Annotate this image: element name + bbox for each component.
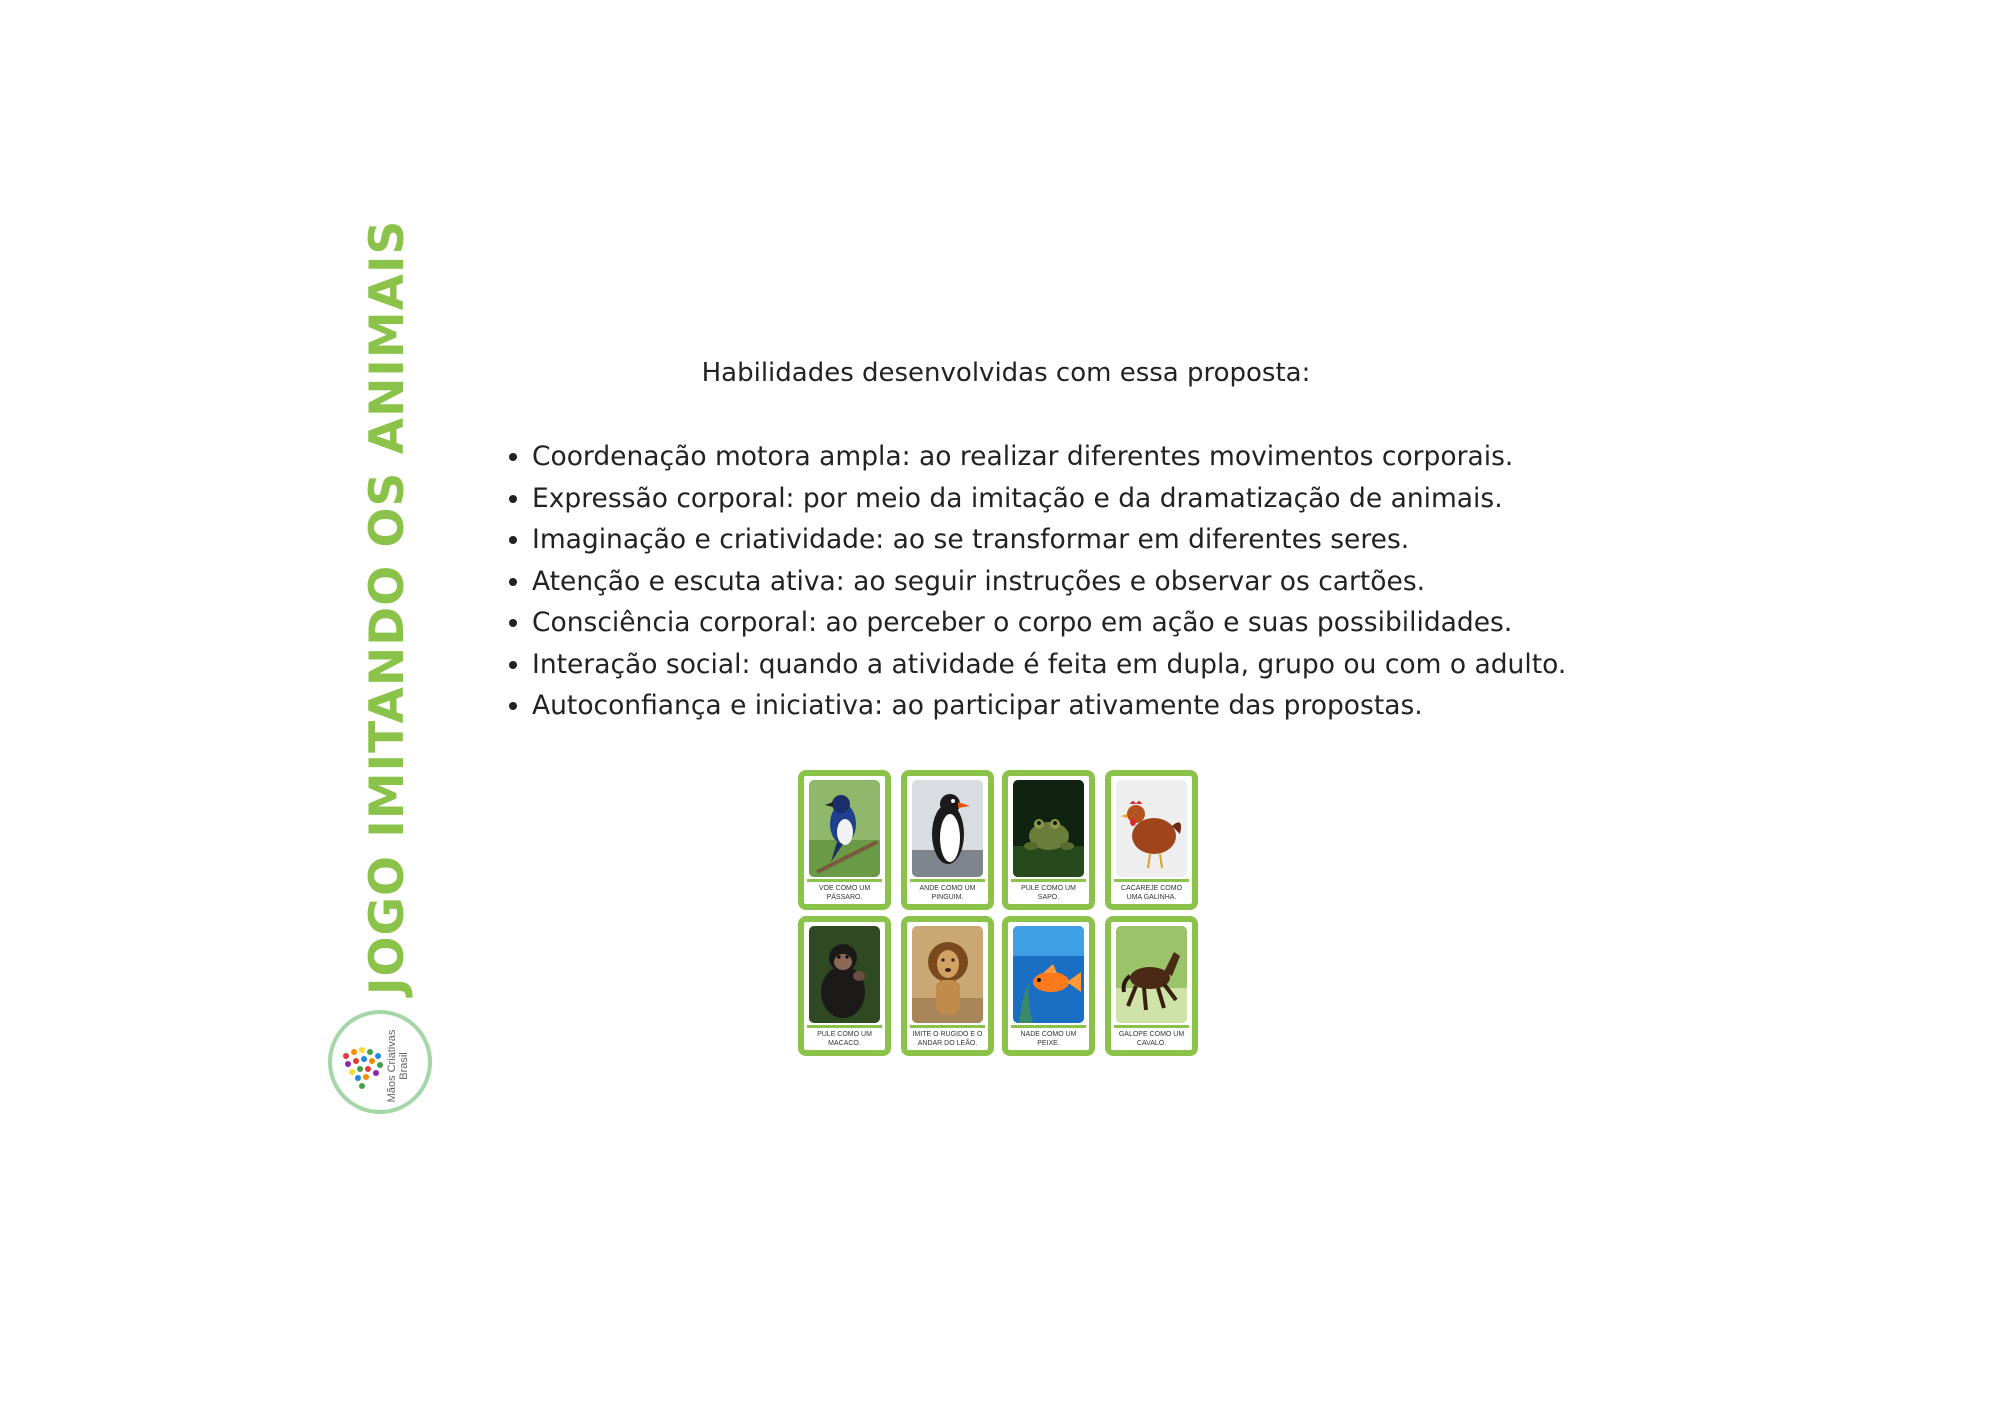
animal-card-hen	[1105, 770, 1198, 910]
list-item: • Autoconfiança e iniciativa: ao participar ativamente das propostas.	[532, 685, 1566, 727]
card-caption: CACAREJE COMO UMA GALINHA.	[1114, 879, 1189, 901]
card-caption: IMITE O RUGIDO E O ANDAR DO LEÃO.	[910, 1025, 985, 1047]
chimpanzee-photo	[809, 926, 880, 1023]
animal-card-chimpanzee	[798, 916, 891, 1056]
card-caption: NADE COMO UM PEIXE.	[1011, 1025, 1086, 1047]
hen-photo	[1116, 780, 1187, 877]
list-item: • Coordenação motora ampla: ao realizar diferentes movimentos corporais.	[532, 436, 1566, 478]
hand-dots-icon	[340, 1046, 388, 1094]
animal-card-horse	[1105, 916, 1198, 1056]
animal-card-bird	[798, 770, 891, 910]
card-caption: ANDE COMO UM PINGUIM.	[910, 879, 985, 901]
card-caption: VOE COMO UM PÁSSARO.	[807, 879, 882, 901]
animal-card-lion	[901, 916, 994, 1056]
list-item: • Expressão corporal: por meio da imitação e da dramatização de animais.	[532, 478, 1566, 520]
logo-brand-line2: Brasil	[398, 1052, 410, 1080]
logo-brand-line1: Mãos Criativas	[386, 1029, 398, 1103]
animal-cards-preview	[798, 770, 1203, 1058]
horse-photo	[1116, 926, 1187, 1023]
list-item: • Consciência corporal: ao perceber o corpo em ação e suas possibilidades.	[532, 602, 1566, 644]
skills-list	[498, 436, 1566, 727]
card-caption: GALOPE COMO UM CAVALO.	[1114, 1025, 1189, 1047]
bird-photo	[809, 780, 880, 877]
animal-card-frog	[1002, 770, 1095, 910]
fish-photo	[1013, 926, 1084, 1023]
penguin-photo	[912, 780, 983, 877]
brand-logo	[328, 1010, 432, 1114]
section-heading-text: Habilidades desenvolvidas com essa proposta:	[701, 358, 1311, 388]
list-item: • Atenção e escuta ativa: ao seguir instruções e observar os cartões.	[532, 561, 1566, 603]
logo-brand-text	[386, 1030, 410, 1103]
lion-photo	[912, 926, 983, 1023]
card-caption: PULE COMO UM SAPO.	[1011, 879, 1086, 901]
side-title: JOGO IMITANDO OS ANIMAIS	[360, 219, 415, 995]
animal-card-penguin	[901, 770, 994, 910]
frog-photo	[1013, 780, 1084, 877]
list-item: • Interação social: quando a atividade é feita em dupla, grupo ou com o adulto.	[532, 644, 1566, 686]
card-caption: PULE COMO UM MACACO.	[807, 1025, 882, 1047]
list-item: • Imaginação e criatividade: ao se transformar em diferentes seres.	[532, 519, 1566, 561]
animal-card-fish	[1002, 916, 1095, 1056]
section-heading	[0, 358, 2000, 388]
